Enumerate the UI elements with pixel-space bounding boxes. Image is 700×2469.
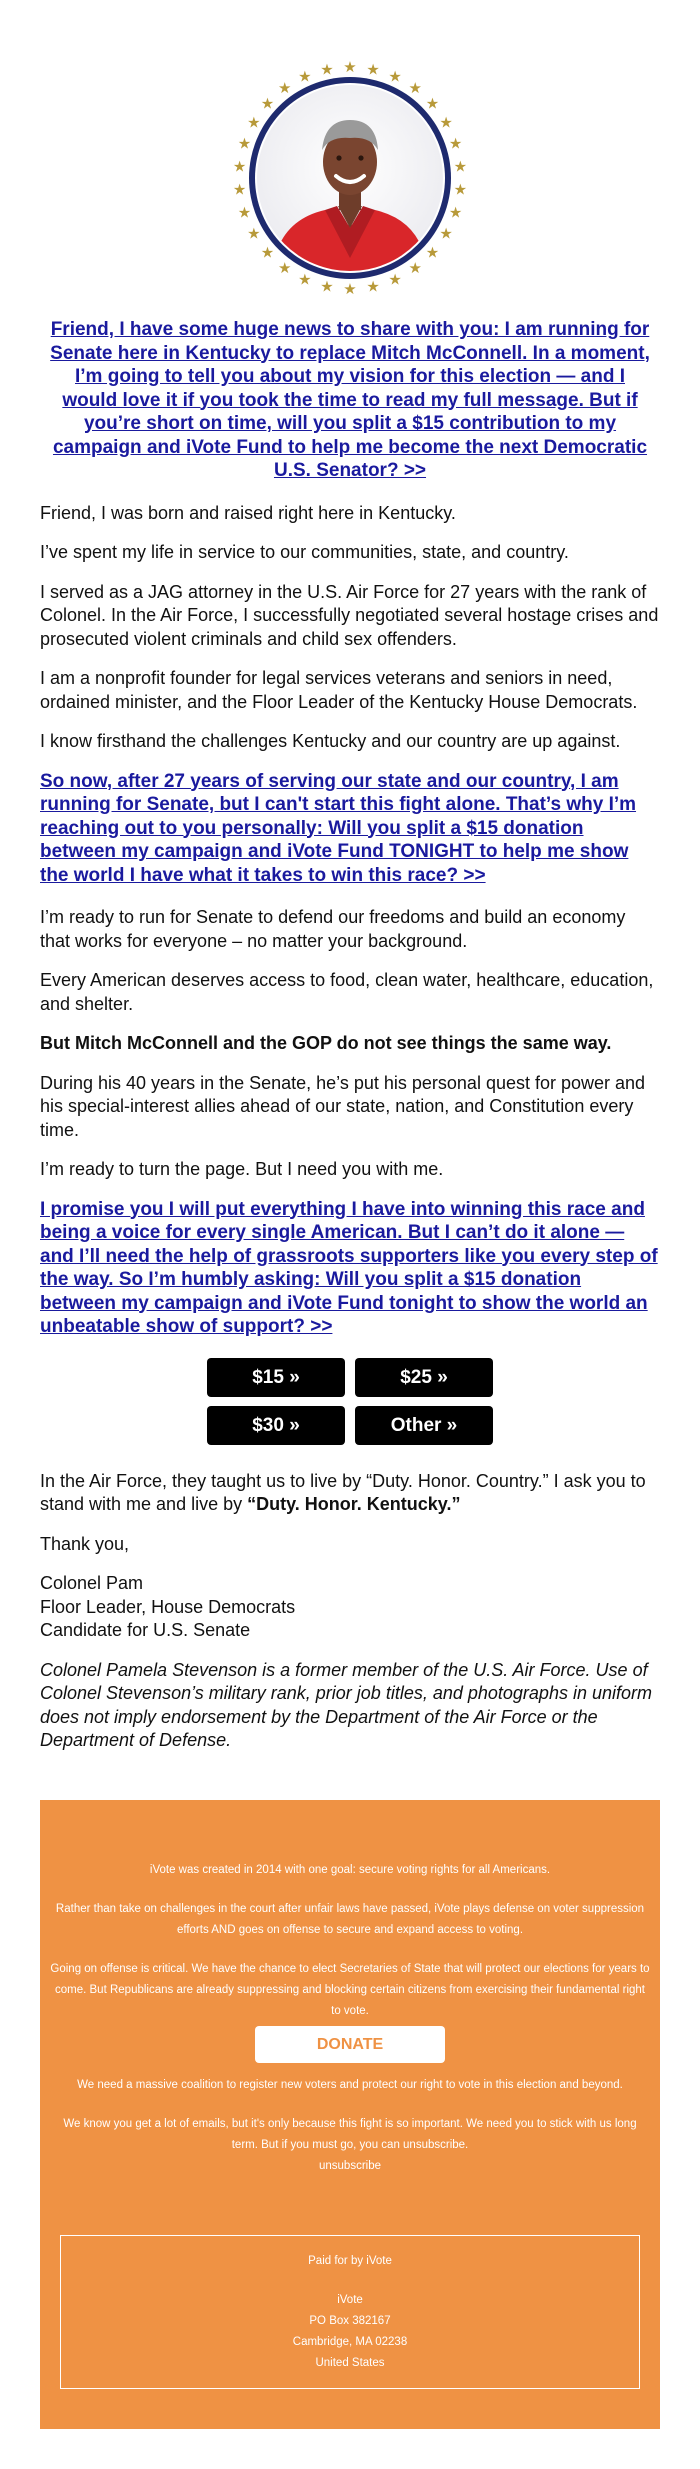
address-line: Cambridge, MA 02238 [292,2335,408,2348]
star-icon: ★ [232,181,247,199]
star-icon: ★ [320,278,334,296]
email-body [40,0,660,1753]
paragraph: During his 40 years in the Senate, he’s put his personal quest for power and his special-interest allies ahead of our state, nation, and Constitution every time. [40,1072,646,1140]
star-icon: ★ [366,278,380,296]
disclaimer: Colonel Pamela Stevenson is a former member of the U.S. Air Force. Use of Colonel Stevenson’s military rank, prior job titles, and photographs in uniform does not imply endorsement by the Department of the Air Force or the Department of Defense. [40,1659,652,1750]
signature-title: Candidate for U.S. Senate [40,1620,251,1640]
star-icon: ★ [388,68,402,86]
donate-15-button[interactable]: $15 » [207,1358,345,1397]
duty-text: In the Air Force, they taught us to live by “Duty. Honor. Country.” I ask you to stand with me and live by [40,1470,646,1514]
donate-25-button[interactable]: $25 » [355,1358,493,1397]
star-icon: ★ [448,204,463,222]
star-icon: ★ [388,271,402,289]
star-icon: ★ [343,59,357,76]
footer-text: Going on offense is critical. We have the chance to elect Secretaries of State that will protect our elections for years to come. But Republicans are already suppressing and blocking certain citizens from exercising their fundamental right to vote. [50,1962,650,2017]
star-icon: ★ [298,68,312,86]
paragraph: I’m ready to run for Senate to defend our freedoms and build an economy that works for everyone – no matter your background. [40,907,626,951]
footer-text: Rather than take on challenges in the court after unfair laws have passed, iVote plays defense on voter suppression efforts AND goes on offense to secure and expand access to voting. [55,1902,645,1936]
star-icon: ★ [232,158,247,176]
address-line: iVote [337,2293,363,2306]
footer-text: We need a massive coalition to register new voters and protect our right to vote in this election and beyond. [77,2078,623,2091]
donation-buttons [40,1358,660,1445]
star-icon: ★ [366,61,380,79]
signature-name: Colonel Pam [40,1573,144,1593]
star-icon: ★ [260,244,275,262]
paragraph-bold: But Mitch McConnell and the GOP do not see things the same way. [40,1033,612,1053]
donate-30-button[interactable]: $30 » [207,1406,345,1445]
star-icon: ★ [408,259,422,277]
unsubscribe-link[interactable]: unsubscribe [318,2159,381,2172]
star-icon: ★ [439,225,453,243]
paragraph: I know firsthand the challenges Kentucky and our country are up against. [40,731,621,751]
paragraph [40,1470,660,1517]
star-icon: ★ [237,204,252,222]
star-icon: ★ [298,271,312,289]
star-icon: ★ [343,281,357,298]
donate-link-2[interactable]: So now, after 27 years of serving our state and our country, I am running for Senate, but I can't start this fight alone. That’s why I’m reaching out to you personally: Will you split a $15 donation between my campaign and iVote Fund TONIGHT to help me show the world I have what it takes to win this race? >> [40,770,637,886]
address-line: PO Box 382167 [309,2314,391,2327]
paid-for-text: Paid for by iVote [308,2254,392,2267]
paragraph: I am a nonprofit founder for legal services veterans and seniors in need, ordained minister, and the Floor Leader of the Kentucky House Democrats. [40,668,638,712]
footer-donate-button[interactable]: DONATE [255,2026,445,2063]
footer-text: iVote was created in 2014 with one goal: secure voting rights for all Americans. [149,1863,551,1876]
star-icon: ★ [278,259,292,277]
donate-other-button[interactable]: Other » [355,1406,493,1445]
star-icon: ★ [408,80,422,98]
footer-text: We know you get a lot of emails, but it's only because this fight is so important. We need you to stick with us long term. But if you must go, you can unsubscribe. [63,2117,637,2151]
ivote-footer [40,1800,660,2429]
lead-donate-link[interactable]: Friend, I have some huge news to share with you: I am running for Senate here in Kentucky to replace Mitch McConnell. In a moment, I’m going to tell you about my vision for this election — and I would love it if you took the time to read my full message. But if you’re short on time, will you split a $15 contribution to my campaign and iVote Fund to help me become the next Democratic U.S. Senator? >> [50,319,650,481]
star-icon: ★ [278,80,292,98]
donate-link-3[interactable]: I promise you I will put everything I have into winning this race and being a voice for every single American. But I can’t do it alone — and I’ll need the help of grassroots supporters like you every step of the way. So I’m humbly asking: Will you split a $15 donation between my campaign and iVote Fund tonight to show the world an unbeatable show of support? >> [40,1198,658,1337]
paragraph: Friend, I was born and raised right here in Kentucky. [40,502,456,523]
thanks-text: Thank you, [40,1533,130,1554]
star-icon: ★ [453,181,468,199]
star-icon: ★ [237,135,252,153]
paragraph: Every American deserves access to food, clean water, healthcare, education, and shelter. [40,970,654,1014]
star-icon: ★ [425,95,440,113]
candidate-portrait [230,58,470,298]
signature [40,1572,660,1643]
paragraph: I’m ready to turn the page. But I need you with me. [40,1159,444,1179]
star-icon: ★ [260,95,275,113]
star-icon: ★ [425,244,440,262]
star-icon: ★ [439,114,453,132]
star-icon: ★ [247,225,261,243]
star-icon: ★ [448,135,463,153]
paragraph: I served as a JAG attorney in the U.S. Air Force for 27 years with the rank of Colonel. In the Air Force, I successfully negotiated several hostage crises and prosecuted violent criminals and child sex offenders. [40,581,659,649]
paragraph: I’ve spent my life in service to our communities, state, and country. [40,542,569,562]
paid-for-box [60,2235,640,2389]
duty-kentucky-text: “Duty. Honor. Kentucky.” [247,1494,461,1514]
star-icon: ★ [320,61,334,79]
hero [40,0,660,298]
star-icon: ★ [247,114,261,132]
star-icon: ★ [453,158,468,176]
signature-title: Floor Leader, House Democrats [40,1596,296,1617]
address-line: United States [315,2356,385,2369]
